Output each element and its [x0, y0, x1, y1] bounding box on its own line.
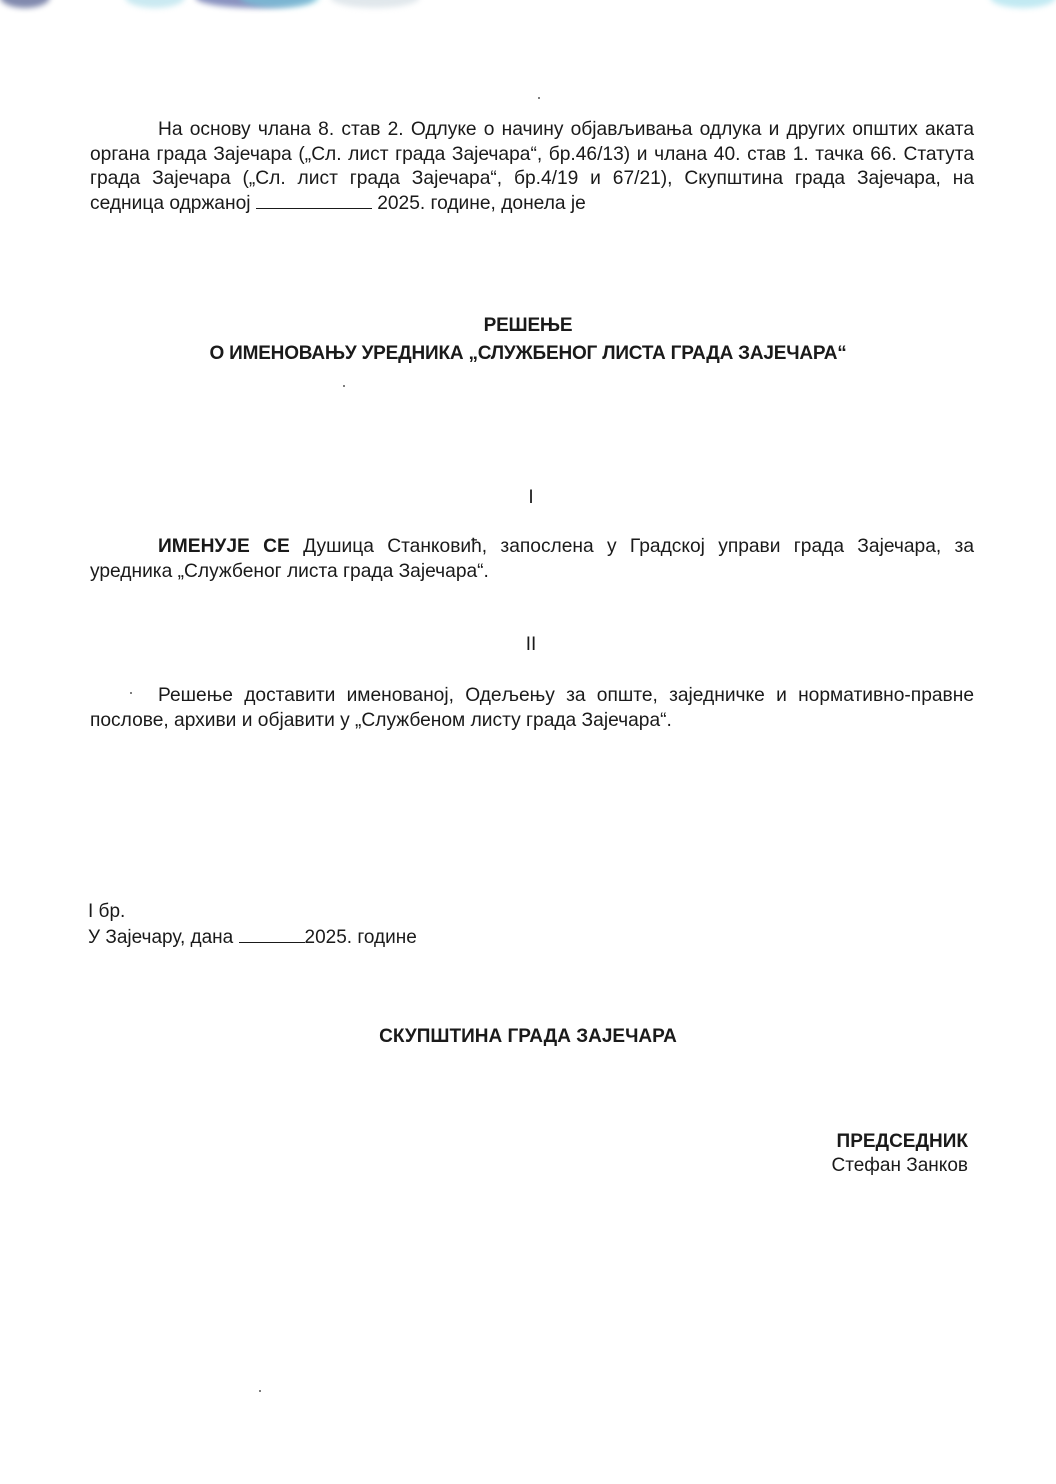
- document-number-label: I бр.: [88, 901, 126, 922]
- section-number-2: II: [525, 634, 537, 655]
- session-date-blank: [256, 194, 372, 209]
- signature-block: [832, 1130, 968, 1178]
- scan-speck: [538, 97, 540, 99]
- assembly-name: СКУПШТИНА ГРАДА ЗАЈЕЧАРА: [379, 1026, 677, 1047]
- section-1-lead: ИМЕНУЈЕ СЕ: [158, 536, 290, 557]
- preamble-paragraph: [90, 118, 974, 216]
- place-date-line: [88, 925, 417, 951]
- section-number-1: I: [528, 487, 534, 508]
- scan-edge-artifact: [0, 0, 1056, 14]
- preamble-text: На основу члана 8. став 2. Одлуке о начину објављивања одлука и других општих аката органа града Зајечара („Сл. лист града Зајечара“, бр.46/13) и члана 40. став 1. тачка 66. Статута града Зајечара („Сл. лист града Зајечара“, бр.4/19 и 67/21), Скупштина града Зајечара, на седница одржаној: [90, 119, 974, 214]
- section-1-paragraph: [90, 535, 974, 584]
- section-2-text: Решење доставити именованој, Одељењу за опште, заједничке и нормативно-правне послове, архиви и објавити у „Службеном листу града Зајечара“.: [90, 685, 974, 731]
- place-date-text: У Зајечару, дана: [88, 927, 234, 948]
- scan-speck: [343, 385, 345, 387]
- section-1-text: Душица Станковић, запослена у Градској управи града Зајечара, за уредника „Службеног листа града Зајечара“.: [90, 536, 974, 582]
- signature-title: ПРЕДСЕДНИК: [836, 1131, 968, 1152]
- preamble-text-end: 2025. године, донела је: [377, 192, 586, 214]
- date-blank: [239, 928, 305, 943]
- scan-speck: [130, 692, 132, 694]
- document-title: РЕШЕЊЕ: [483, 315, 573, 336]
- signature-name: Стефан Занков: [831, 1155, 968, 1176]
- place-date-year: 2025. године: [304, 927, 417, 948]
- section-2-paragraph: [90, 684, 974, 733]
- scan-speck: [259, 1390, 261, 1392]
- document-subtitle: О ИМЕНОВАЊУ УРЕДНИКА „СЛУЖБЕНОГ ЛИСТА ГРАДА ЗАЈЕЧАРА“: [209, 343, 847, 364]
